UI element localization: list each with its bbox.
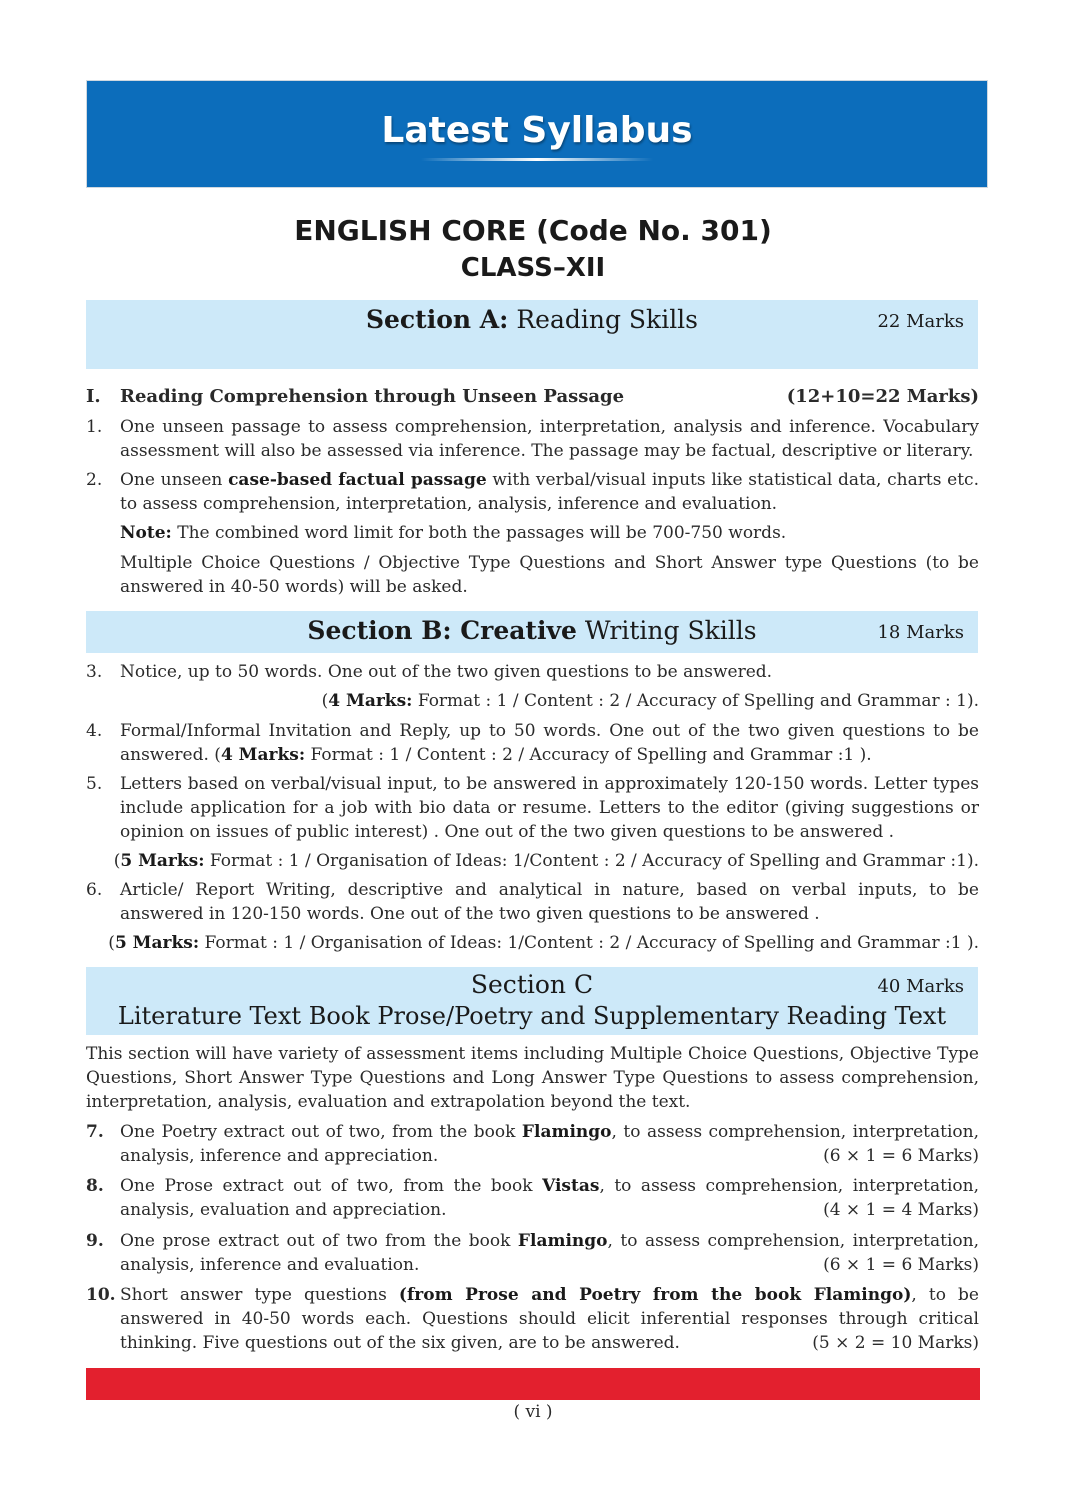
item-number: 2. <box>86 470 103 490</box>
item-text: Notice, up to 50 words. One out of the two given questions to be answered. <box>120 662 773 682</box>
item-number: 9. <box>86 1231 104 1251</box>
subject-title: ENGLISH CORE (Code No. 301) <box>294 214 772 247</box>
note-line: Note: The combined word limit for both the passages will be 700-750 words. <box>120 523 787 543</box>
item-number: 7. <box>86 1122 104 1142</box>
section-c-header <box>86 967 978 1035</box>
marks-scheme: (5 Marks: Format : 1 / Organisation of Ideas: 1/Content : 2 / Accuracy of Spelling and Grammar :1 ). <box>108 933 979 953</box>
section-b-header <box>86 611 978 653</box>
section-b-title: Section B: Creative Writing Skills <box>307 616 757 645</box>
heading-marks: (12+10=22 Marks) <box>786 386 979 407</box>
page-number: ( vi ) <box>513 1402 553 1422</box>
section-c-subtitle: Literature Text Book Prose/Poetry and Supplementary Reading Text <box>117 1002 947 1030</box>
item-text: Article/ Report Writing, descriptive and analytical in nature, based on verbal inputs, to be answered in 120-150 words. One out of the two given questions to be answered . <box>120 880 979 924</box>
section-a-title: Section A: Reading Skills <box>365 305 699 334</box>
item-text: One Prose extract out of two, from the book Vistas, to assess comprehension, interpretation, analysis, evaluation and appreciation. <box>120 1176 979 1220</box>
section-c-marks: 40 Marks <box>877 976 964 997</box>
item-text: Formal/Informal Invitation and Reply, up to 50 words. One out of the two given questions to be answered. (4 Marks: Format : 1 / Content : 2 / Accuracy of Spelling and Grammar :1 ). <box>120 721 979 765</box>
footer-bar <box>86 1368 980 1400</box>
item-text: One unseen case-based factual passage with verbal/visual inputs like statistical data, charts etc. to assess comprehension, interpretation, analysis, inference and evaluation. <box>120 470 979 514</box>
section-b-marks: 18 Marks <box>877 622 964 643</box>
item-number: 8. <box>86 1176 104 1196</box>
banner-underline <box>421 158 652 161</box>
item-number: 3. <box>86 662 103 682</box>
item-number: 5. <box>86 774 103 794</box>
item-marks: (6 × 1 = 6 Marks) <box>815 1253 979 1277</box>
item-number: 4. <box>86 721 103 741</box>
item-text: One prose extract out of two from the book Flamingo, to assess comprehension, interpretation, analysis, inference and evaluation. <box>120 1231 979 1275</box>
heading-text: Reading Comprehension through Unseen Passage <box>120 386 625 407</box>
banner-title: Latest Syllabus <box>381 110 692 151</box>
item-number: 10. <box>86 1285 116 1305</box>
mcq-line: Multiple Choice Questions / Objective Type Questions and Short Answer type Questions (to be answered in 40-50 words) will be asked. <box>120 553 979 597</box>
item-text: Letters based on verbal/visual input, to be answered in approximately 120-150 words. Letter types include application for a job with bio data or resume. Letters to the editor (giving suggestions or opinion on issues of public interest) . One out of the two given questions to be answered . <box>120 774 979 842</box>
item-number: 6. <box>86 880 103 900</box>
item-marks: (4 × 1 = 4 Marks) <box>815 1198 979 1222</box>
item-number: 1. <box>86 417 103 437</box>
heading-number: I. <box>86 386 101 407</box>
section-c-title: Section C <box>470 970 594 999</box>
item-marks: (6 × 1 = 6 Marks) <box>815 1144 979 1168</box>
marks-scheme: (4 Marks: Format : 1 / Content : 2 / Accuracy of Spelling and Grammar : 1). <box>321 691 979 711</box>
syllabus-banner <box>86 80 988 188</box>
item-text: Short answer type questions (from Prose and Poetry from the book Flamingo), to be answered in 40-50 words each. Questions should elicit inferential responses through critical thinking. Five questions out of the six given, are to be answered. <box>120 1285 979 1353</box>
section-a-header <box>86 300 978 369</box>
section-a-marks: 22 Marks <box>877 311 964 332</box>
item-text: One unseen passage to assess comprehension, interpretation, analysis and inference. Vocabulary assessment will also be assessed via inference. The passage may be factual, descriptive or literary. <box>120 417 979 461</box>
item-marks: (5 × 2 = 10 Marks) <box>804 1331 979 1355</box>
item-text: One Poetry extract out of two, from the book Flamingo, to assess comprehension, interpretation, analysis, inference and appreciation. <box>120 1122 979 1166</box>
section-c-intro: This section will have variety of assessment items including Multiple Choice Questions, Objective Type Questions, Short Answer Type Questions and Long Answer Type Questions to assess comprehension, interpretation, analysis, evaluation and extrapolation beyond the text. <box>86 1044 979 1112</box>
class-title: CLASS–XII <box>460 253 606 283</box>
marks-scheme: (5 Marks: Format : 1 / Organisation of Ideas: 1/Content : 2 / Accuracy of Spelling and Grammar :1). <box>113 851 979 871</box>
